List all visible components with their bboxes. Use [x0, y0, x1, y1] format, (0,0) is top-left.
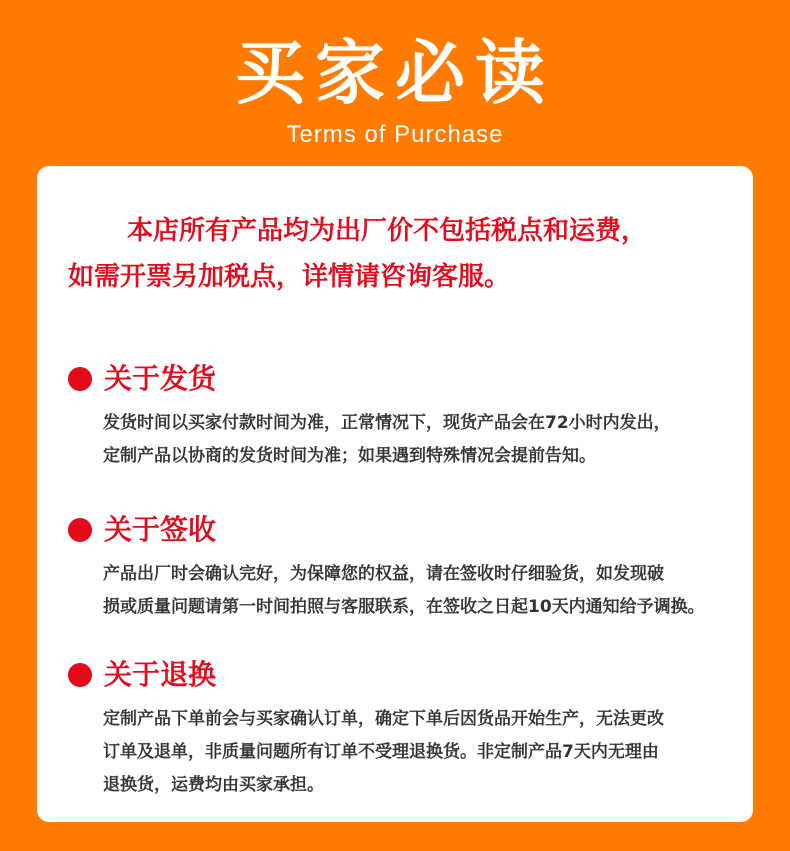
section-line: 损或质量问题请第一时间拍照与客服联系，在签收之日起10天内通知给予调换。	[103, 597, 705, 617]
section-header-shipping	[68, 361, 216, 397]
red-dot-icon	[68, 663, 92, 687]
section-header-receipt	[68, 512, 216, 548]
section-body-receipt	[103, 558, 753, 624]
section-body-returns	[103, 703, 753, 802]
section-line: 定制产品下单前会与买家确认订单，确定下单后因货品开始生产，无法更改	[103, 709, 664, 729]
section-line: 退换货，运费均由买家承担。	[103, 775, 324, 795]
intro-notice	[68, 208, 738, 300]
red-dot-icon	[68, 367, 92, 391]
page-title: 买家必读	[235, 32, 555, 114]
section-line: 发货时间以买家付款时间为准，正常情况下，现货产品会在72小时内发出，	[103, 413, 671, 433]
section-line: 产品出厂时会确认完好，为保障您的权益，请在签收时仔细验货，如发现破	[103, 564, 664, 584]
section-line: 订单及退单，非质量问题所有订单不受理退换货。非定制产品7天内无理由	[103, 742, 659, 762]
section-title: 关于退换	[104, 658, 217, 691]
section-header-returns	[68, 657, 216, 693]
intro-line: 本店所有产品均为出厂价不包括税点和运费，	[127, 216, 648, 246]
intro-line: 如需开票另加税点，详情请咨询客服。	[68, 262, 511, 292]
section-title: 关于发货	[104, 362, 217, 395]
section-title: 关于签收	[104, 513, 217, 546]
page-subtitle: Terms of Purchase	[286, 121, 504, 148]
section-body-shipping	[103, 407, 753, 473]
section-line: 定制产品以协商的发货时间为准；如果遇到特殊情况会提前告知。	[103, 446, 596, 466]
red-dot-icon	[68, 518, 92, 542]
